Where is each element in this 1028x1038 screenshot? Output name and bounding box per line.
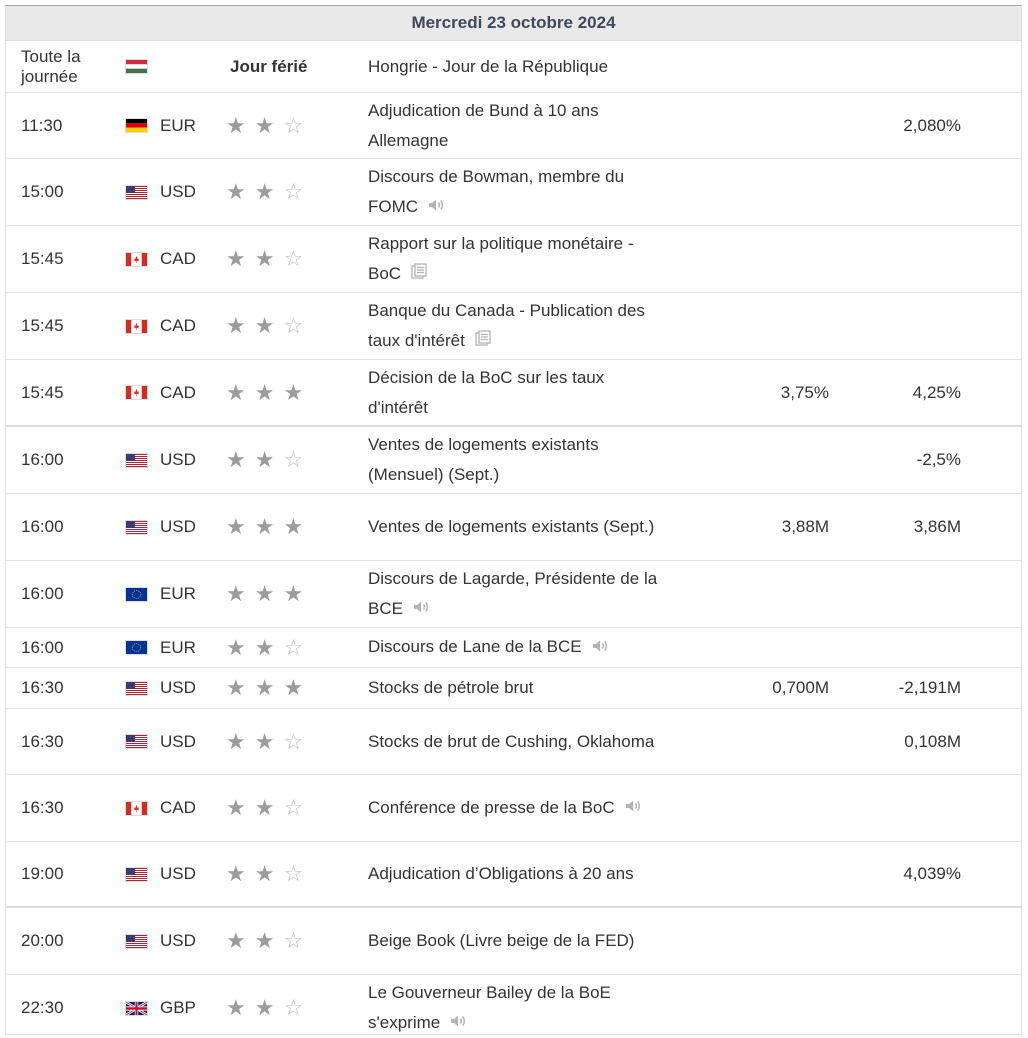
star-filled-icon: ★	[254, 675, 275, 700]
event-time: 16:00	[21, 517, 64, 536]
flag-usa-icon	[125, 681, 148, 696]
star-empty-icon: ☆	[283, 795, 304, 820]
importance-stars	[226, 360, 316, 425]
star-filled-icon: ★	[226, 795, 246, 820]
event-currency: EUR	[160, 637, 196, 657]
event-currency: EUR	[160, 115, 196, 135]
flag-eu-icon	[125, 640, 148, 655]
star-filled-icon: ★	[254, 179, 275, 204]
event-list	[6, 93, 1021, 1035]
importance-stars	[226, 908, 316, 974]
importance-stars	[226, 93, 316, 158]
importance-stars	[226, 628, 316, 667]
event-row[interactable]	[6, 908, 1021, 975]
event-row[interactable]	[6, 628, 1021, 668]
speaker-icon[interactable]	[592, 633, 610, 663]
importance-stars	[226, 709, 316, 774]
event-previous: 4,039%	[903, 864, 961, 883]
event-row[interactable]	[6, 842, 1021, 908]
star-filled-icon: ★	[254, 514, 275, 539]
event-name[interactable]: Ventes de logements existants (Sept.)	[368, 517, 655, 536]
event-name[interactable]: Conférence de presse de la BoC	[368, 797, 615, 817]
event-currency: CAD	[160, 249, 196, 268]
event-previous: 0,108M	[904, 731, 961, 751]
date-header: Mercredi 23 octobre 2024	[6, 6, 1021, 41]
holiday-row[interactable]	[6, 41, 1021, 93]
event-time: 16:00	[21, 450, 64, 469]
star-filled-icon: ★	[254, 447, 275, 472]
star-filled-icon: ★	[254, 634, 275, 660]
event-name[interactable]: Stocks de brut de Cushing, Oklahoma	[368, 731, 655, 751]
event-time: 22:30	[21, 998, 64, 1017]
star-empty-icon: ☆	[283, 447, 304, 472]
star-filled-icon: ★	[283, 581, 304, 606]
event-currency: USD	[160, 182, 196, 201]
star-filled-icon: ★	[254, 313, 275, 338]
event-time: 20:00	[21, 931, 64, 950]
event-previous: 3,86M	[913, 517, 961, 536]
event-name[interactable]: Le Gouverneur Bailey de la BoE s'exprime	[368, 982, 611, 1032]
star-filled-icon: ★	[226, 928, 246, 953]
star-empty-icon: ☆	[283, 634, 304, 660]
star-empty-icon: ☆	[283, 246, 304, 271]
importance-stars	[226, 293, 316, 359]
flag-usa-icon	[125, 934, 148, 949]
report-icon[interactable]	[475, 326, 491, 356]
event-row[interactable]	[6, 360, 1021, 427]
flag-uk-icon	[125, 1001, 148, 1016]
event-name[interactable]: Décision de la BoC sur les taux d'intérêt	[368, 367, 605, 417]
star-filled-icon: ★	[226, 313, 246, 338]
event-forecast: 0,700M	[772, 678, 829, 697]
speaker-icon[interactable]	[428, 192, 446, 222]
event-name[interactable]: Ventes de logements existants (Mensuel) (Sept.)	[368, 435, 599, 484]
importance-stars	[226, 775, 316, 841]
flag-germany-icon	[125, 118, 148, 133]
speaker-icon[interactable]	[413, 594, 431, 624]
star-filled-icon: ★	[226, 246, 246, 271]
event-time: 15:00	[21, 182, 64, 201]
event-currency: USD	[160, 931, 196, 950]
flag-usa-icon	[125, 734, 148, 749]
event-row[interactable]	[6, 668, 1021, 709]
star-filled-icon: ★	[283, 379, 304, 405]
importance-stars	[226, 842, 316, 906]
event-previous: -2,5%	[916, 450, 961, 469]
importance-stars	[226, 427, 316, 493]
event-name[interactable]: Banque du Canada - Publication des taux d'intérêt	[368, 300, 645, 350]
star-empty-icon: ☆	[283, 179, 304, 204]
event-row[interactable]	[6, 226, 1021, 293]
star-filled-icon: ★	[226, 634, 246, 660]
event-name[interactable]: Discours de Lagarde, Présidente de la BCE	[368, 568, 658, 618]
star-filled-icon: ★	[254, 112, 275, 138]
star-empty-icon: ☆	[283, 995, 304, 1020]
star-filled-icon: ★	[254, 861, 275, 886]
event-previous: -2,191M	[898, 678, 961, 697]
star-filled-icon: ★	[254, 795, 275, 820]
event-time: 19:00	[21, 864, 64, 883]
event-name[interactable]: Adjudication d’Obligations à 20 ans	[368, 864, 634, 883]
holiday-label: Jour férié	[230, 56, 308, 76]
event-currency: CAD	[160, 382, 196, 402]
event-currency: CAD	[160, 798, 196, 817]
event-time: 16:30	[21, 678, 64, 697]
event-forecast: 3,75%	[780, 382, 829, 402]
event-previous: 4,25%	[912, 382, 961, 402]
event-time: 16:00	[21, 584, 64, 603]
event-row[interactable]	[6, 427, 1021, 494]
star-filled-icon: ★	[254, 246, 275, 271]
event-time: 15:45	[21, 382, 64, 402]
holiday-name: Hongrie - Jour de la République	[368, 56, 609, 76]
event-name[interactable]: Adjudication de Bund à 10 ans Allemagne	[368, 100, 599, 150]
event-row[interactable]	[6, 775, 1021, 842]
event-name[interactable]: Discours de Bowman, membre du FOMC	[368, 166, 625, 216]
event-time: 16:30	[21, 731, 64, 751]
star-filled-icon: ★	[226, 112, 246, 138]
star-empty-icon: ☆	[283, 861, 304, 886]
flag-usa-icon	[125, 453, 148, 468]
star-filled-icon: ★	[254, 728, 275, 754]
event-row[interactable]	[6, 561, 1021, 628]
star-filled-icon: ★	[283, 514, 304, 539]
star-filled-icon: ★	[226, 179, 246, 204]
flag-canada-icon	[125, 319, 148, 334]
flag-usa-icon	[125, 867, 148, 882]
star-filled-icon: ★	[254, 995, 275, 1020]
event-previous: 2,080%	[903, 115, 961, 135]
star-empty-icon: ☆	[283, 728, 304, 754]
speaker-icon[interactable]	[450, 1008, 468, 1035]
flag-canada-icon	[125, 252, 148, 267]
speaker-icon[interactable]	[625, 793, 643, 823]
star-filled-icon: ★	[226, 728, 246, 754]
star-filled-icon: ★	[254, 581, 275, 606]
event-currency: CAD	[160, 316, 196, 335]
importance-stars	[226, 561, 316, 627]
event-currency: USD	[160, 864, 196, 883]
event-currency: USD	[160, 517, 196, 536]
report-icon[interactable]	[411, 259, 427, 289]
event-name[interactable]: Beige Book (Livre beige de la FED)	[368, 931, 635, 950]
event-name[interactable]: Stocks de pétrole brut	[368, 678, 534, 697]
event-currency: USD	[160, 450, 196, 469]
event-time: 15:45	[21, 249, 64, 268]
event-time: 16:00	[21, 637, 64, 657]
importance-stars	[226, 668, 316, 708]
event-currency: USD	[160, 731, 196, 751]
importance-stars	[226, 494, 316, 560]
star-filled-icon: ★	[226, 514, 246, 539]
event-currency: EUR	[160, 584, 196, 603]
star-empty-icon: ☆	[283, 112, 304, 138]
flag-eu-icon	[125, 587, 148, 602]
event-time: 11:30	[21, 115, 63, 135]
economic-calendar	[5, 5, 1022, 1035]
importance-stars	[226, 159, 316, 225]
star-filled-icon: ★	[226, 581, 246, 606]
star-filled-icon: ★	[226, 447, 246, 472]
event-row[interactable]	[6, 494, 1021, 561]
event-currency: GBP	[160, 998, 196, 1017]
holiday-time: Toute la journée	[21, 46, 81, 86]
star-filled-icon: ★	[226, 995, 246, 1020]
importance-stars	[226, 226, 316, 292]
event-name[interactable]: Rapport sur la politique monétaire - BoC	[368, 233, 634, 283]
event-currency: USD	[160, 678, 196, 697]
star-filled-icon: ★	[254, 928, 275, 953]
event-row[interactable]	[6, 709, 1021, 775]
flag-hungary-icon	[125, 59, 148, 74]
importance-stars	[226, 975, 316, 1035]
event-row[interactable]	[6, 159, 1021, 226]
event-row[interactable]	[6, 93, 1021, 159]
star-empty-icon: ☆	[283, 928, 304, 953]
flag-canada-icon	[125, 385, 148, 400]
event-name[interactable]: Discours de Lane de la BCE	[368, 637, 582, 657]
event-time: 15:45	[21, 316, 64, 335]
flag-usa-icon	[125, 520, 148, 535]
star-filled-icon: ★	[226, 861, 246, 886]
star-empty-icon: ☆	[283, 313, 304, 338]
flag-canada-icon	[125, 801, 148, 816]
star-filled-icon: ★	[254, 379, 275, 405]
event-row[interactable]	[6, 975, 1021, 1035]
event-time: 16:30	[21, 798, 64, 817]
event-row[interactable]	[6, 293, 1021, 360]
flag-usa-icon	[125, 185, 148, 200]
star-filled-icon: ★	[226, 379, 246, 405]
star-filled-icon: ★	[226, 675, 246, 700]
star-filled-icon: ★	[283, 675, 304, 700]
event-forecast: 3,88M	[781, 517, 829, 536]
